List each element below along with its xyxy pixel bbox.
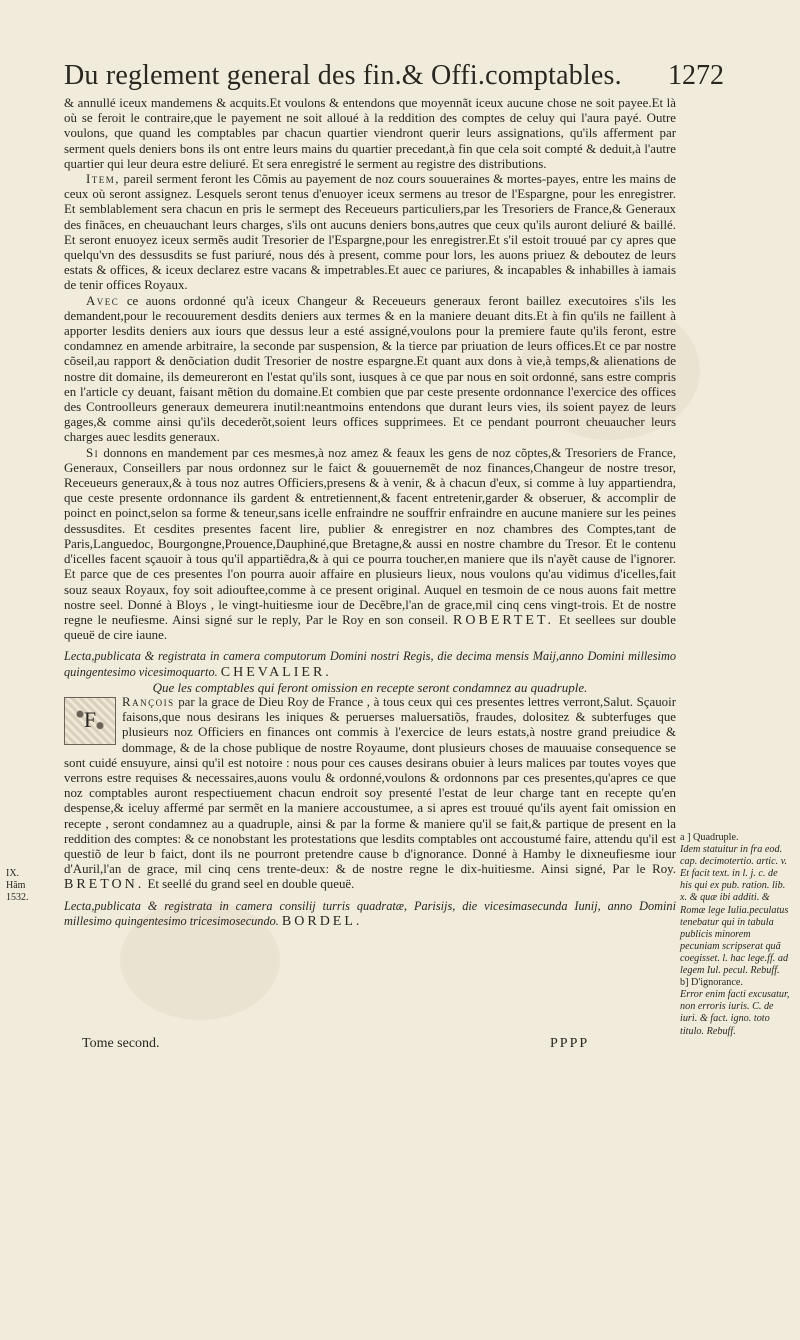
paragraph bbox=[64, 172, 676, 294]
paragraph-lead: Ranç bbox=[122, 694, 156, 709]
section-title: Que les comptables qui feront omission en recepte seront condamnez au quadruple. bbox=[152, 679, 588, 695]
signature: CHEVALIER. bbox=[220, 664, 332, 680]
paragraph bbox=[64, 695, 676, 893]
paragraph-text: donnons en mandement par ces mesmes,à noz amez & feaux les gens de noz cõptes,& Tresoriers de France, Generaux, Conseillers par nous ordonnez sur le faict & gouuernemẽt de noz finances,Changeur de nostre tresor, Receueurs generaux,& à tous noz autres Officiers,presens & à venir, & à chacun d'eux, si comme à luy appartiendra, que ceste presente ordonnance ils gardent & entretiennent,& facent entretenir,garder & obseruer, & accomplir de poinct en poinct,selon sa forme & teneur,sans icelle enfraindre ne souffrir enfraindre en aucune maniere sur les peines dessusdites. Et cesdites presentes facent lire, publier & enregistrer en noz chambres des Comptes,tant de Paris,Languedoc, Bourgongne,Prouence,Dauphiné,que Bretagne,& aussi en nostre chambre du Tresor. Et le contenu d'icelles facent sçauoir à tous qu'il appartiẽdra,& à qui ce pourra toucher,en maniere que ils n'ayẽt cause de l'ignorer. Et parce que de ces presentes l'on pourra auoir affaire en plusieurs lieux, nous voulons qu'au vidimus d'icelles,fait souz seaux Royaux, foy soit adiouftee,comme à ce present original. Auquel en tesmoin de ce nous auons fait mettre nostre seel. Donné à Bloys , le vingt-huitiesme iour de Decẽbre,l'an de grace,mil cinq cens vingt-trois. Et de nostre regne le neufiesme. Ainsi signé sur le reply, Par le Roy en son conseil. bbox=[64, 445, 676, 627]
signature: BRETON. bbox=[64, 877, 145, 893]
page-number: 1272 bbox=[668, 60, 724, 91]
paragraph-lead: Item, bbox=[86, 172, 121, 187]
registration-note bbox=[64, 649, 676, 679]
body-text bbox=[64, 96, 676, 929]
side-note: b] D'ignorance. bbox=[680, 977, 743, 989]
ornamental-initial bbox=[64, 697, 116, 745]
registration-text: Lecta,publicata & registrata in camera consilij turris quadratæ, Parisijs, die vicesimasecunda Iunij, anno Domini millesimo quingentesimo tricesimosecundo. bbox=[64, 898, 676, 928]
paragraph-text: Et seellé du grand seel en double queuë. bbox=[144, 877, 355, 892]
volume-label: Tome second. bbox=[82, 1036, 160, 1051]
paragraph-text: ce auons ordonné qu'à iceux Changeur & Receueurs generaux feront baillez executoires s'ils les demandent,pour le recouurement desdits deniers aux termes & en la maniere deuant dits.Et à fin qu'ils ne faillent à apporter lesdits deniers aux iours que dessus leur a esté assigné,voulons pour la premiere faute qu'ils feront, estre condamnez en amende arbitraire, la seconde par suspension, & la tierce par priuation de leurs offices.Et ce par nostre cõseil,au rapport & denõciation dudit Tresorier de nostre espargne.Et quant aux dons à vie,à temps,& alienations de nostre dit domaine, ils demeureront en l'estat qu'ils sont, iusques à ce que par nous en soit ordonné, sans estre compris en l'article cy deuant, faisant mẽtion du domaine.Et combien que par ceste presente ordonnance l'exercice des offices des Controolleurs generaux demeurera inutil:neantmoins entendons que durant leurs vies, ils soient payez de leurs gages,& comme ainsi qu'ils decederõt,soient leurs offices supprimees. Et ce pendant pourront cheuaucher leurs charges auec lesdits generaux. bbox=[64, 293, 676, 445]
initial-letter-icon: F bbox=[83, 706, 97, 732]
running-title: Du reglement general des fin.& Offi.comptables. bbox=[64, 60, 622, 91]
side-note: a ] Quadruple. bbox=[680, 832, 739, 843]
paragraph: & annullé iceux mandemens & acquits.Et voulons & entendons que moyennãt iceux aucune chose ne soit payee.Et là où se feroit le contraire,que le payement ne soit alloué à la reddition des comptes de celuy qui l'aura payé. Outre voulons, que quand les comptables par chacun quartier viendront querir leurs assignations, qu'ils afferment par serment quels deniers bons ils ont entre leurs mains du quartier precedant,à fin que cela soit compté & deduit,à l'autre quartier qui leur deura estre deliuré. Et sera enregistré le serment au registre des distributions. bbox=[64, 96, 676, 171]
page-footer bbox=[0, 1036, 800, 1060]
signature: BORDEL. bbox=[281, 913, 363, 929]
paragraph-lead: Si bbox=[86, 445, 100, 460]
paragraph-lead: Avec bbox=[86, 293, 120, 308]
margin-date: Hãm 1532. bbox=[6, 880, 29, 903]
paragraph-text: pareil serment feront les Cõmis au payement de noz cours souueraines & mortes-payes, entre les mains de ceux où seront assignez. Lesquels seront tenus d'enuoyer iceux sermens au tresor de l'Espargne, pour les enregistrer. Et semblablement sera chacun en pris le sermept des Receueurs particuliers,par les Tresoriers de France,& Generaux des finãces, en cheuauchant leurs charges, s'ils ont aucuns deniers bons,autres que ceux qu'ils auront deliuré & baillé. Et seront enuoyez iceux sermẽs audit Tresorier de l'Espargne,pour les enregistrer.Et s'il estoit trouué par cy apres que quelqu'vn des dessusdits se fust pariuré, nous dés à present, comme pour lors, les auons priuez & deboutez de leurs estats & offices, & iceux declarez estre vacans & impetrables.Et auec ce pariures, & incapables & inhabilles à iamais de tenir offices Royaux. bbox=[64, 172, 676, 293]
paragraph bbox=[64, 294, 676, 446]
left-margin-note bbox=[6, 868, 44, 904]
signature: ROBERTET. bbox=[453, 612, 554, 628]
side-notes bbox=[680, 832, 792, 1038]
paragraph-lead: ois bbox=[155, 694, 175, 709]
registration-text: Lecta,publicata & registrata in camera computorum Domini nostri Regis, die decima mensis Maij,anno Domini millesimo quingentesimo vicesimoquarto. bbox=[64, 649, 676, 679]
paragraph bbox=[64, 446, 676, 644]
registration-note bbox=[64, 899, 676, 929]
page-header bbox=[0, 58, 800, 98]
signature-mark: PPPP bbox=[550, 1036, 590, 1051]
paragraph-text: Et seellees sur double queuë de cire iaune. bbox=[64, 612, 676, 643]
paragraph-text: par la grace de Dieu Roy de France , à tous ceux qui ces presentes lettres verront,Salut. Sçauoir faisons,que nous desirans les iniques & peruerses maluersatiõs, fraudes, dolositez & subterfuges que plusieurs noz Officiers en finances ont commis à l'exercice de leurs estats,à nostre grand preiudice & dommage, & de la chose publique de nostre Royaume, dont plusieurs choses de mauuaise consequence se sont cuidé ensuyure, ainsi qu'il est notoire : nous pour ces causes desirans obuier à leurs malices par toutes voyes que verrons estre requises & necessaires,auons voulu & ordonné,voulons & ordonnons par ces presentes,qu'apres ce que noz comptables auront respectiuement chacun endroit soy presenté l'estat de leur charge tant en recepte qu'en despense,& iceluy affermé par sermẽt en la maniere accoustumee, a si apres est trouué qu'ils ayent fait omission en recepte , seront condamnez au a quadruple, ainsi & par la forme & maniere qu'il se fait,& partique de present en la reddition des comptes: & ce nonobstant les protestations que lesdits comptables ont accoustumé faire, attendu qu'il est questiõ de leur b faict, dont ils ne pourront pretendre cause b d'ignorance. Donné à Hamby le dixneufiesme iour d'Auril,l'an de grace, mil cinq cens trente-deux: & de nostre regne le dix-huitiesme. Ainsi signé, Par le Roy. bbox=[64, 694, 676, 877]
side-note: Idem statuitur in fra eod. cap. decimotertio. artic. v. Et facit text. in l. j. c. de his qui ex pub. ration. lib. x. & quæ ibi additi. & Romæ lege Iulia.peculatus tenebatur qui in tabula publicis minorem pecuniam scripserat quã coegisset. l. hac lege.ff. ad legem Iul. pecul. Rebuff. bbox=[680, 844, 789, 977]
margin-numeral: IX. bbox=[6, 868, 20, 879]
side-note: Error enim facti excusatur, non erroris iuris. C. de iuri. & fact. igno. toto titulo. Rebuff. bbox=[680, 989, 790, 1037]
